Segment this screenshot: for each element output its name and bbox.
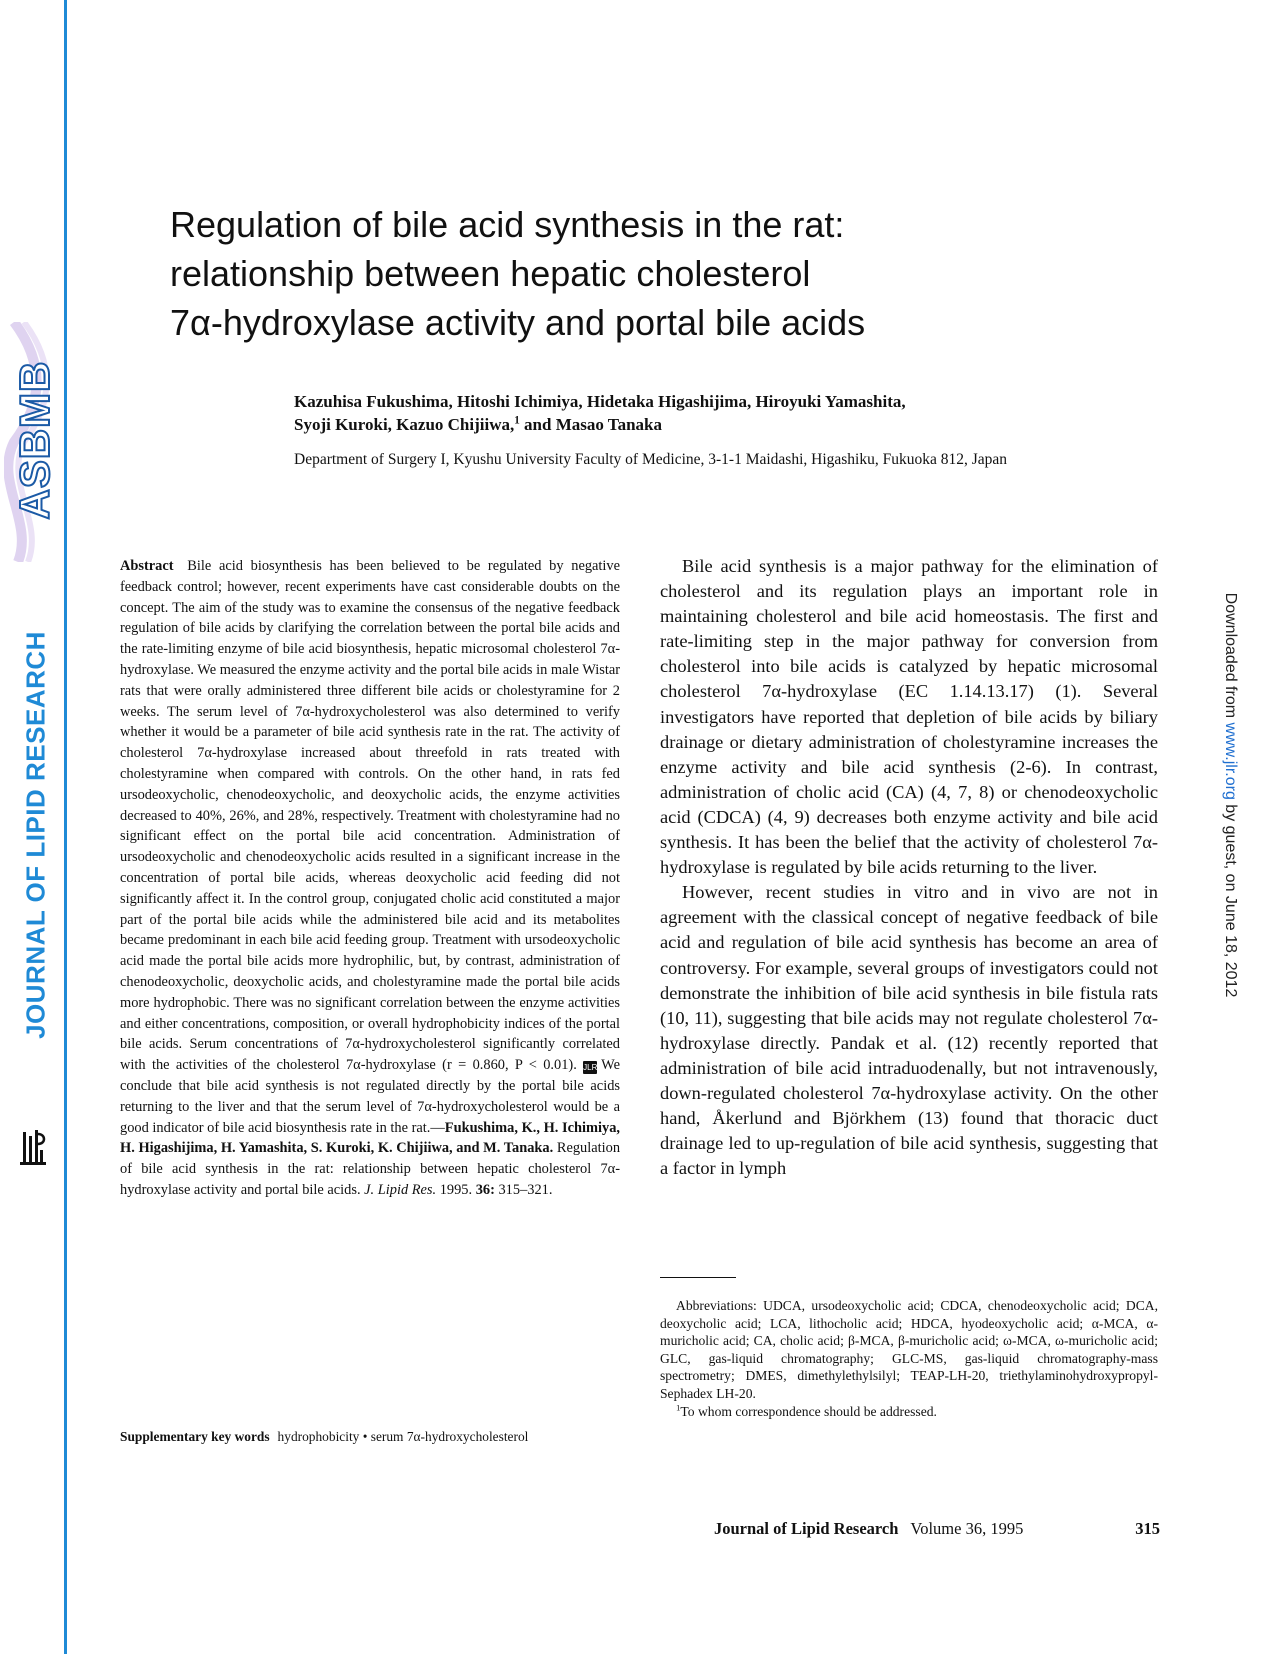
correspondence-text: To whom correspondence should be addressed. <box>680 1403 937 1419</box>
page-footer <box>714 1519 1160 1539</box>
citation-title: Regulation of bile acid synthesis in the rat: relationship between hepatic cholesterol 7α-hydroxylase activity and portal bile acids. <box>120 1140 621 1198</box>
journal-vertical-title: JOURNAL OF LIPID RESEARCH <box>20 631 51 1039</box>
footer-journal: Journal of Lipid Research <box>714 1519 899 1538</box>
footer-volume: Volume 36, 1995 <box>910 1519 1024 1538</box>
article-title <box>170 200 1070 347</box>
sidebar-rule <box>64 0 67 1654</box>
body-column <box>660 554 1158 1181</box>
abstract-conclusion: We conclude that bile acid synthesis is not regulated directly by the portal bile acids returning to the liver and that the serum level of 7α-hydroxycholesterol would be a good indicator of bile acid biosynthesis rate in the rat.— <box>120 1057 620 1136</box>
title-line-2: relationship between hepatic cholesterol <box>170 253 811 294</box>
citation-journal: J. Lipid Res. <box>364 1181 437 1198</box>
abbreviations-footnote: Abbreviations: UDCA, ursodeoxycholic acid; CDCA, chenodeoxycholic acid; DCA, deoxycholic acid; LCA, lithocholic acid; HDCA, hyodeoxycholic acid; α-MCA, α-muricholic acid; CA, cholic acid; β-MCA, β-muricholic acid; ω-MCA, ω-muricholic acid; GLC, gas-liquid chromatography; GLC-MS, gas-liquid chromatography-mass spectrometry; DMES, dimethylethylsilyl; TEAP-LH-20, triethylaminohydroxypropyl-Sephadex LH-20. <box>660 1298 1158 1401</box>
asbmb-logo: ASBMB <box>11 360 58 520</box>
correspondence-marker: 1 <box>676 1402 681 1413</box>
abstract-text: Bile acid biosynthesis has been believed to be regulated by negative feedback control; however, recent experiments have cast considerable doubts on the concept. The aim of the study was to examine the consensus of the negative feedback regulation of bile acids by clarifying the correlation between the portal bile acids and the rate-limiting enzyme of bile acid biosynthesis, hepatic microsomal cholesterol 7α-hydroxylase. We measured the enzyme activity and the portal bile acids in male Wistar rats that were orally administered three different bile acids or cholestyramine for 2 weeks. The serum level of 7α-hydroxycholesterol was also determined to verify whether it would be a parameter of bile acid synthesis rate in the rat. The activity of cholesterol 7α-hydroxylase increased about threefold in rats treated with cholestyramine when compared with controls. On the other hand, in rats fed ursodeoxycholic, chenodeoxycholic, and deoxycholic acids, the enzyme activities decreased to 40%, 26%, and 28%, respectively. Treatment with cholestyramine had no significant effect on the portal bile acid concentration. Administration of ursodeoxycholic and chenodeoxycholic acids resulted in a significant increase in the concentration of portal bile acids, whereas deoxycholic acid feeding did not significantly affect it. In the control group, conjugated cholic acid constituted a major part of the portal bile acids while the administered bile acid and its metabolites became predominant in each bile acid feeding group. Treatment with ursodeoxycholic acid made the portal bile acids more hydrophilic, but, by contrast, administration of chenodeoxycholic, deoxycholic acids, and cholestyramine made the portal bile acids more hydrophobic. There was no significant correlation between the enzyme activities and either concentrations, composition, or overall hydrophobicity indices of the portal bile acids. Serum concentrations of 7α-hydroxycholesterol significantly correlated with the activities of the cholesterol 7α-hydroxylase (r = 0.860, P < 0.01). <box>120 558 620 1074</box>
authors-line-2a: Syoji Kuroki, Kazuo Chijiiwa, <box>294 415 515 434</box>
download-suffix: by guest, on June 18, 2012 <box>1222 799 1239 998</box>
footnote-divider <box>660 1277 736 1278</box>
title-line-3: 7α-hydroxylase activity and portal bile acids <box>170 302 866 343</box>
supplementary-keywords <box>120 1428 640 1446</box>
footnotes <box>660 1297 1158 1420</box>
authors-line-2b: and Masao Tanaka <box>519 415 662 434</box>
download-notice <box>1221 593 1239 998</box>
download-prefix: Downloaded from <box>1222 592 1239 723</box>
jlr-link[interactable]: www.jlr.org <box>1222 722 1239 800</box>
citation-pages: 315–321. <box>494 1181 553 1198</box>
citation-volume: 36: <box>475 1181 495 1198</box>
title-line-1: Regulation of bile acid synthesis in the rat: <box>170 204 845 245</box>
abstract-label: Abstract <box>120 558 174 574</box>
author-footnote-marker: 1 <box>514 414 520 427</box>
body-paragraph-2: However, recent studies in vitro and in vivo are not in agreement with the classical concept of negative feedback of bile acid and regulation of bile acid synthesis has become an area of controversy. For example, several groups of investigators could not demonstrate the inhibition of bile acid synthesis in bile fistula rats (10, 11), suggesting that bile acids may not regulate cholesterol 7α-hydroxylase directly. Pandak et al. (12) recently reported that administration of bile acid intraduodenally, but not intravenously, down-regulated cholesterol 7α-hydroxylase activity. On the other hand, Åkerlund and Björkhem (13) found that thoracic duct drainage led to up-regulation of bile acid synthesis, suggesting that a factor in lymph <box>660 882 1158 1179</box>
author-list <box>294 390 1124 436</box>
jlr-symbol-icon: JLR <box>583 1063 598 1073</box>
abstract-column <box>120 556 620 1201</box>
correspondence-footnote <box>660 1403 1158 1421</box>
journal-sidebar <box>0 0 66 1654</box>
keywords-text: hydrophobicity • serum 7α-hydroxycholesterol <box>277 1429 529 1444</box>
citation-authors: Fukushima, K., H. Ichimiya, H. Higashijima, H. Yamashita, S. Kuroki, K. Chijiiwa, and M. Tanaka. <box>120 1119 620 1157</box>
jlr-logo-icon <box>18 1128 48 1168</box>
page-number: 315 <box>1135 1519 1160 1538</box>
abstract <box>120 556 620 1201</box>
body-paragraph-1: Bile acid synthesis is a major pathway for the elimination of cholesterol and its regulation plays an important role in maintaining cholesterol and bile acid homeostasis. The first and rate-limiting step in the major pathway for conversion from cholesterol into bile acids is catalyzed by hepatic microsomal cholesterol 7α-hydroxylase (EC 1.14.13.17) (1). Several investigators have reported that depletion of bile acids by biliary drainage or dietary administration of cholestyramine increases the enzyme activity and bile acid synthesis (2-6). In contrast, administration of cholic acid (CA) (4, 7, 8) or chenodeoxycholic acid (CDCA) (4, 9) decreases both enzyme activity and bile acid synthesis. It has been the belief that the activity of cholesterol 7α-hydroxylase is regulated by bile acids returning to the liver. <box>660 556 1158 878</box>
affiliation: Department of Surgery I, Kyushu University Faculty of Medicine, 3-1-1 Maidashi, Higashiku, Fukuoka 812, Japan <box>294 451 1008 468</box>
citation-year: 1995. <box>436 1181 476 1198</box>
authors-line-1: Kazuhisa Fukushima, Hitoshi Ichimiya, Hidetaka Higashijima, Hiroyuki Yamashita, <box>294 392 906 411</box>
keywords-label: Supplementary key words <box>120 1429 270 1444</box>
